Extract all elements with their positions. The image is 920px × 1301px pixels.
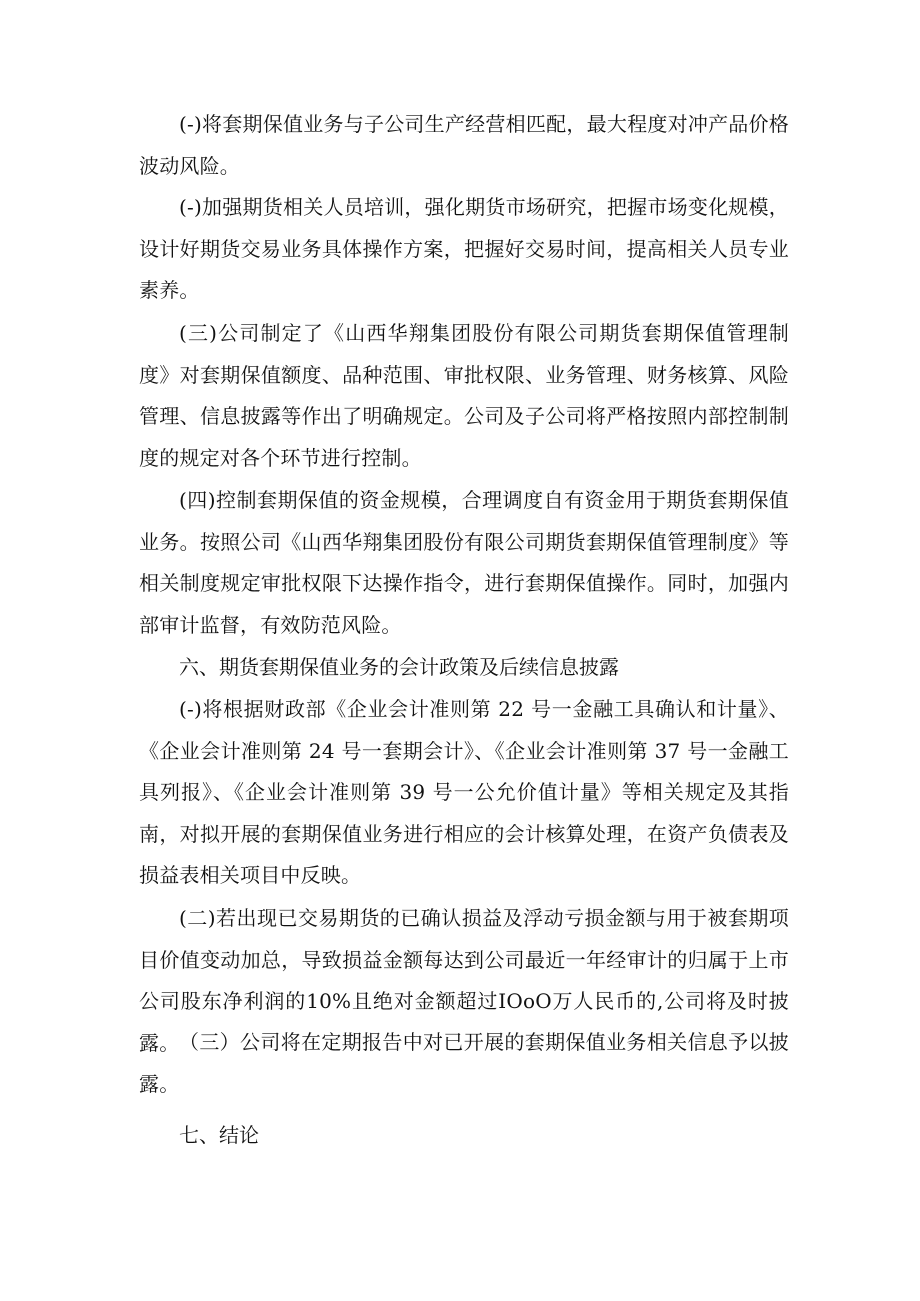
paragraph-accounting-standards: (-)将根据财政部《企业会计准则第 22 号一金融工具确认和计量》、《企业会计准则第 24 号一套期会计》、《企业会计准则第 37 号一金融工具列报》、《企业会计准则第 39 号一公允价值计量》等相关规定及其指南，对拟开展的套期保值业务进行相应的会计核算处理，在资产负债表及损益表相关项目中反映。 xyxy=(139,697,789,887)
section-heading-seven: 七、结论 xyxy=(179,1123,259,1147)
paragraph-training: (-)加强期货相关人员培训，强化期货市场研究，把握市场变化规模，设计好期货交易业务具体操作方案，把握好交易时间，提高相关人员专业素养。 xyxy=(139,195,789,302)
paragraph-capital-control: (四)控制套期保值的资金规模，合理调度自有资金用于期货套期保值业务。按照公司《山西华翔集团股份有限公司期货套期保值管理制度》等相关制度规定审批权限下达操作指令，进行套期保值操作。同时，加强内部审计监督，有效防范风险。 xyxy=(139,488,789,637)
paragraph-hedging-match: (-)将套期保值业务与子公司生产经营相匹配，最大程度对冲产品价格波动风险。 xyxy=(139,112,789,178)
paragraph-periodic-report: （三）公司将在定期报告中对已开展的套期保值业务相关信息予以披露。 xyxy=(139,1030,789,1096)
paragraph-disclosure-threshold: (二)若出现已交易期货的已确认损益及浮动亏损金额与用于被套期项目价值变动加总，导致损益金额每达到公司最近一年经审计的归属于上市公司股东净利润的10%且绝对金额超过IOoO万人民币的,公司将及时披露。 xyxy=(139,906,789,1055)
section-heading-six: 六、期货套期保值业务的会计政策及后续信息披露 xyxy=(179,655,619,679)
paragraph-management-system: (三)公司制定了《山西华翔集团股份有限公司期货套期保值管理制度》对套期保值额度、品种范围、审批权限、业务管理、财务核算、风险管理、信息披露等作出了明确规定。公司及子公司将严格按照内部控制制度的规定对各个环节进行控制。 xyxy=(139,321,789,470)
